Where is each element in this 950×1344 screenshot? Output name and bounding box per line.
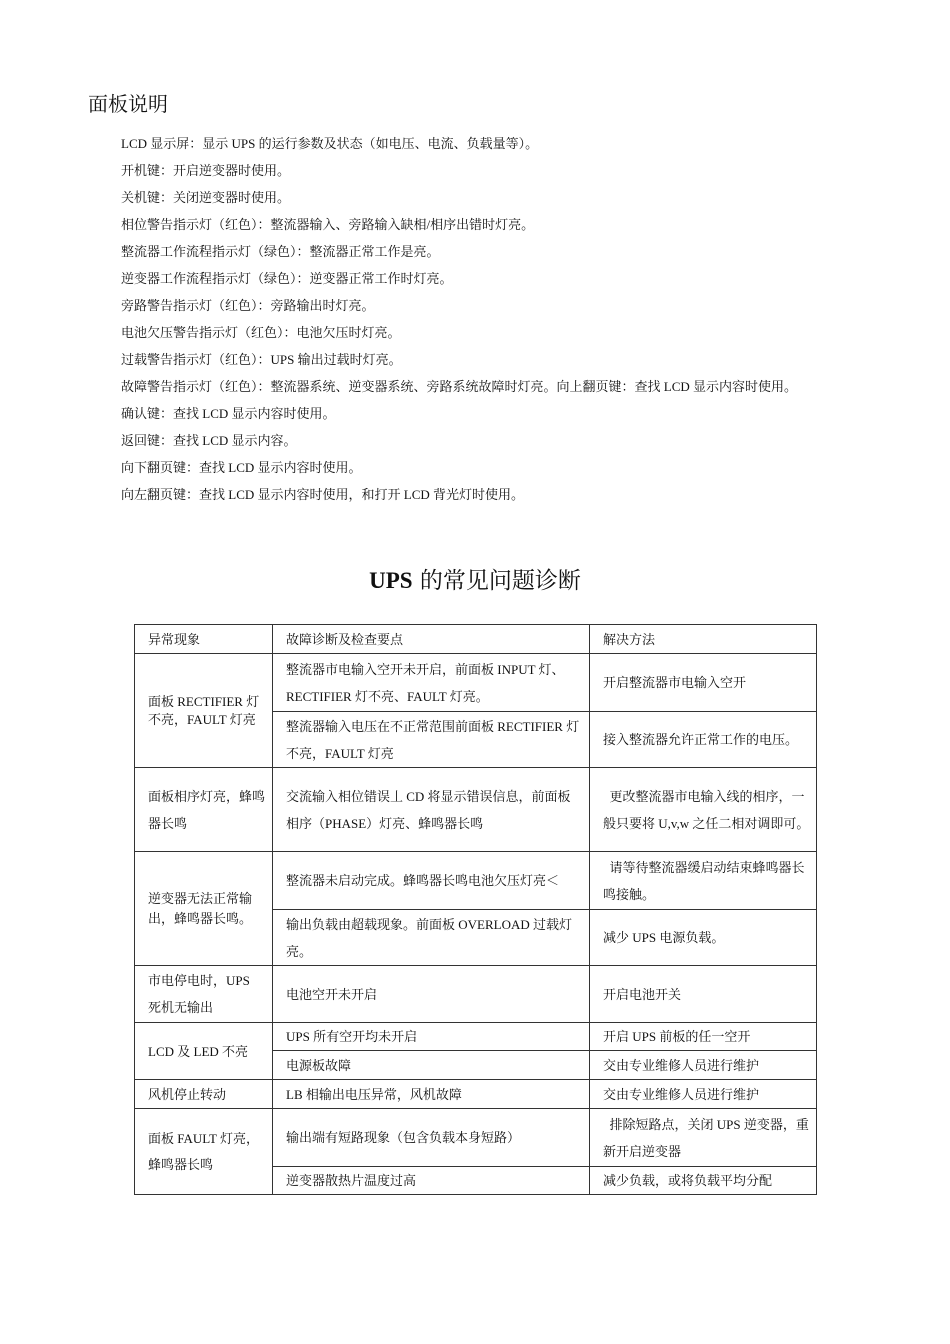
header-symptom: 异常现象 bbox=[135, 625, 273, 654]
diagnosis-cell: LB 相输出电压异常，风机故障 bbox=[273, 1080, 590, 1109]
panel-line: 向左翻页键：查找 LCD 显示内容时使用，和打开 LCD 背光灯时使用。 bbox=[121, 487, 525, 502]
diagnosis-cell: 电池空开未开启 bbox=[273, 966, 590, 1023]
diagnosis-cell: 逆变器散热片温度过高 bbox=[273, 1167, 590, 1195]
symptom-cell: 风机停止转动 bbox=[135, 1080, 273, 1109]
panel-line: 逆变器工作流程指示灯（绿色）：逆变器正常工作时灯亮。 bbox=[121, 271, 453, 286]
symptom-cell: 市电停电时，UPS 死机无输出 bbox=[135, 966, 273, 1023]
diagnosis-cell: 电源板故障 bbox=[273, 1051, 590, 1080]
symptom-cell: 面板相序灯亮，蜂鸣器长鸣 bbox=[135, 768, 273, 852]
panel-line: 过载警告指示灯（红色）：UPS 输出过载时灯亮。 bbox=[121, 352, 402, 367]
panel-line: 向下翻页键：查找 LCD 显示内容时使用。 bbox=[121, 460, 362, 475]
symptom-cell bbox=[135, 1109, 273, 1195]
table-row bbox=[135, 1080, 817, 1109]
panel-line: 关机键：关闭逆变器时使用。 bbox=[121, 190, 291, 205]
solution-cell: 请等待整流器缓启动结束蜂鸣器长鸣接触。 bbox=[590, 852, 817, 910]
solution-cell: 开启电池开关 bbox=[590, 966, 817, 1023]
panel-description-list bbox=[121, 130, 881, 508]
panel-line: 整流器工作流程指示灯（绿色）：整流器正常工作是亮。 bbox=[121, 244, 440, 259]
diagnosis-title-latin: UPS bbox=[369, 568, 413, 593]
diagnosis-title bbox=[0, 562, 950, 595]
header-diagnosis: 故障诊断及检查要点 bbox=[273, 625, 590, 654]
panel-line: 电池欠压警告指示灯（红色）：电池欠压时灯亮。 bbox=[121, 325, 401, 340]
table-header-row bbox=[135, 625, 817, 654]
diagnosis-table bbox=[134, 624, 817, 1195]
solution-cell: 开启整流器市电输入空开 bbox=[590, 654, 817, 712]
panel-line: LCD 显示屏：显示 UPS 的运行参数及状态（如电压、电流、负载量等）。 bbox=[121, 136, 539, 151]
diagnosis-cell: 输出端有短路现象（包含负载本身短路） bbox=[273, 1109, 590, 1167]
table-row bbox=[135, 768, 817, 852]
panel-section-title: 面板说明 bbox=[88, 92, 168, 116]
solution-cell: 交由专业维修人员进行维护 bbox=[590, 1051, 817, 1080]
symptom-cell: 面板 RECTIFIER 灯不亮，FAULT 灯亮 bbox=[135, 654, 273, 768]
panel-line: 确认键：查找 LCD 显示内容时使用。 bbox=[121, 406, 336, 421]
symptom-cell: 逆变器无法正常输出，蜂鸣器长鸣。 bbox=[135, 852, 273, 966]
diagnosis-title-cn: 的常见问题诊断 bbox=[412, 568, 581, 594]
solution-cell: 交由专业维修人员进行维护 bbox=[590, 1080, 817, 1109]
table-row bbox=[135, 1023, 817, 1051]
solution-cell: 开启 UPS 前板的任一空开 bbox=[590, 1023, 817, 1051]
panel-line: 开机键：开启逆变器时使用。 bbox=[121, 163, 291, 178]
symptom-cell: LCD 及 LED 不亮 bbox=[135, 1023, 273, 1080]
solution-cell: 接入整流器允许正常工作的电压。 bbox=[590, 712, 817, 768]
panel-line: 相位警告指示灯（红色）：整流器输入、旁路输入缺相/相序出错时灯亮。 bbox=[121, 217, 535, 232]
solution-cell: 更改整流器市电输入线的相序，一般只要将 U,v,w 之任二相对调即可。 bbox=[590, 768, 817, 852]
panel-line: 旁路警告指示灯（红色）：旁路输出时灯亮。 bbox=[121, 298, 375, 313]
table-row bbox=[135, 654, 817, 712]
solution-cell: 排除短路点，关闭 UPS 逆变器，重新开启逆变器 bbox=[590, 1109, 817, 1167]
diagnosis-cell: 整流器输入电压在不正常范围前面板 RECTIFIER 灯不亮，FAULT 灯亮 bbox=[273, 712, 590, 768]
table-row bbox=[135, 852, 817, 910]
symptom-line: 蜂鸣器长鸣 bbox=[148, 1156, 214, 1172]
header-solution: 解决方法 bbox=[590, 625, 817, 654]
diagnosis-cell: 整流器未启动完成。蜂鸣器长鸣电池欠压灯亮＜ bbox=[273, 852, 590, 910]
table-row bbox=[135, 966, 817, 1023]
diagnosis-cell: 输出负载由超载现象。前面板 OVERLOAD 过载灯亮。 bbox=[273, 910, 590, 966]
solution-cell: 减少负载，或将负载平均分配 bbox=[590, 1167, 817, 1195]
solution-cell: 减少 UPS 电源负载。 bbox=[590, 910, 817, 966]
panel-line: 故障警告指示灯（红色）：整流器系统、逆变器系统、旁路系统故障时灯亮。向上翻页键：查找 LCD 显示内容时使用。 bbox=[121, 379, 798, 394]
table-row bbox=[135, 1109, 817, 1167]
diagnosis-cell: 整流器市电输入空开未开启，前面板 INPUT 灯、RECTIFIER 灯不亮、FAULT 灯亮。 bbox=[273, 654, 590, 712]
diagnosis-cell: UPS 所有空开均未开启 bbox=[273, 1023, 590, 1051]
diagnosis-cell: 交流输入相位错误丄 CD 将显示错误信息，前面板相序（PHASE）灯亮、蜂鸣器长鸣 bbox=[273, 768, 590, 852]
panel-line: 返回键：查找 LCD 显示内容。 bbox=[121, 433, 297, 448]
symptom-line: 面板 FAULT 灯亮， bbox=[148, 1130, 259, 1146]
